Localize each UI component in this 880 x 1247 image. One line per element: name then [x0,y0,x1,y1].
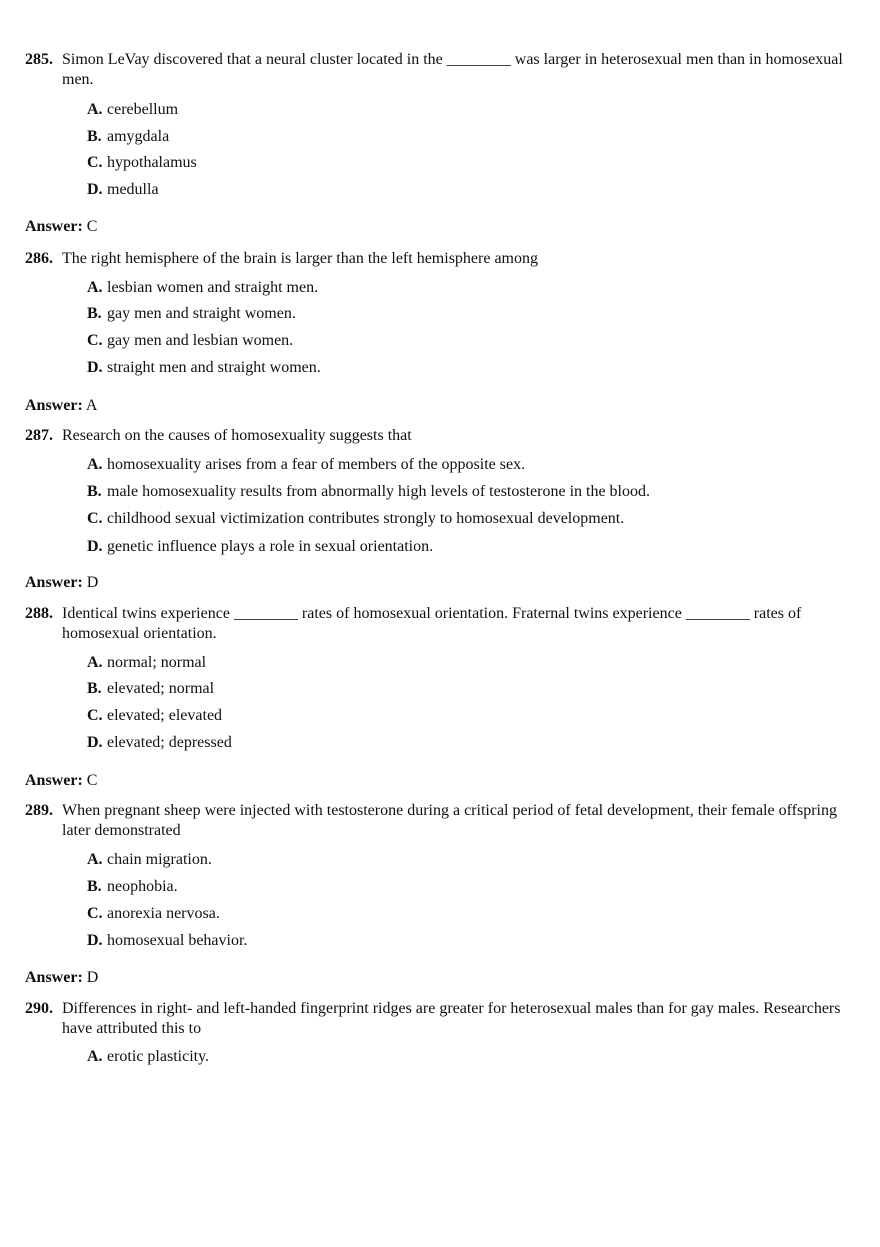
option-a [87,1047,209,1067]
answer-285 [25,217,97,237]
option-letter: B. [87,680,102,697]
answer-value: D [86,969,99,986]
option-text: elevated; depressed [107,734,232,751]
option-c [87,904,220,924]
option-b [87,127,169,147]
option-letter: B. [87,483,102,500]
answer-value: A [85,397,98,414]
option-c [87,706,222,726]
question-287 [25,426,855,446]
option-letter: C. [87,707,103,724]
option-text: chain migration. [107,851,212,868]
option-c [87,153,197,173]
option-b [87,877,178,897]
option-letter: B. [87,878,102,895]
option-letter: C. [87,332,103,349]
option-text: gay men and lesbian women. [107,332,294,349]
option-text: amygdala [107,128,170,145]
option-d [87,180,159,200]
option-text: homosexuality arises from a fear of members of the opposite sex. [107,456,526,473]
question-number: 289. [25,802,53,819]
option-letter: A. [87,456,103,473]
question-290 [25,999,855,1037]
option-text: hypothalamus [107,154,197,171]
option-text: straight men and straight women. [107,359,321,376]
question-text: When pregnant sheep were injected with testosterone during a critical period of fetal development, their female offspring later demonstrated [62,802,837,839]
answer-label: Answer: [25,218,83,235]
option-text: medulla [107,181,159,198]
option-text: normal; normal [107,654,207,671]
question-number: 288. [25,605,53,622]
answer-287 [25,573,98,593]
question-text: Simon LeVay discovered that a neural cluster located in the ________ was larger in heterosexual men than in homosexual men. [62,51,843,88]
option-letter: A. [87,101,103,118]
option-c [87,509,624,529]
option-b [87,304,296,324]
option-d [87,537,433,557]
answer-289 [25,968,98,988]
option-text: cerebellum [107,101,179,118]
option-b [87,679,214,699]
question-285 [25,50,855,88]
option-text: lesbian women and straight men. [107,279,319,296]
option-letter: A. [87,851,103,868]
option-c [87,331,293,351]
option-text: elevated; elevated [107,707,223,724]
option-d [87,733,232,753]
option-text: childhood sexual victimization contributes strongly to homosexual development. [107,510,625,527]
option-text: homosexual behavior. [107,932,248,949]
answer-label: Answer: [25,397,83,414]
option-d [87,358,321,378]
option-text: neophobia. [107,878,178,895]
option-letter: A. [87,279,103,296]
answer-label: Answer: [25,772,83,789]
option-letter: C. [87,905,103,922]
option-a [87,100,178,120]
option-letter: D. [87,181,103,198]
option-letter: D. [87,734,103,751]
question-288 [25,604,855,642]
option-text: anorexia nervosa. [107,905,220,922]
option-letter: C. [87,510,103,527]
option-letter: B. [87,128,102,145]
question-text: Identical twins experience ________ rates of homosexual orientation. Fraternal twins experience ________ rates of homosexual orientation. [62,605,802,642]
answer-value: C [86,772,98,789]
option-d [87,931,247,951]
option-text: elevated; normal [107,680,215,697]
option-text: gay men and straight women. [107,305,296,322]
option-letter: D. [87,932,103,949]
question-number: 290. [25,1000,53,1017]
question-number: 285. [25,51,53,68]
option-letter: D. [87,538,103,555]
option-letter: A. [87,654,103,671]
option-text: genetic influence plays a role in sexual orientation. [107,538,434,555]
answer-288 [25,771,97,791]
option-letter: C. [87,154,103,171]
answer-label: Answer: [25,574,83,591]
option-letter: D. [87,359,103,376]
option-a [87,850,212,870]
answer-value: D [86,574,99,591]
option-a [87,653,206,673]
option-text: erotic plasticity. [107,1048,210,1065]
option-b [87,482,650,502]
option-text: male homosexuality results from abnormally high levels of testosterone in the blood. [107,483,650,500]
option-a [87,278,318,298]
answer-286 [25,396,97,416]
question-text: The right hemisphere of the brain is larger than the left hemisphere among [62,250,538,267]
option-letter: A. [87,1048,103,1065]
question-number: 286. [25,250,53,267]
question-text: Differences in right- and left-handed fingerprint ridges are greater for heterosexual males than for gay males. Researchers have attributed this to [62,1000,841,1037]
question-number: 287. [25,427,53,444]
option-a [87,455,525,475]
question-text: Research on the causes of homosexuality suggests that [62,427,412,444]
question-289 [25,801,855,839]
option-letter: B. [87,305,102,322]
answer-label: Answer: [25,969,83,986]
answer-value: C [86,218,98,235]
question-286 [25,249,855,269]
